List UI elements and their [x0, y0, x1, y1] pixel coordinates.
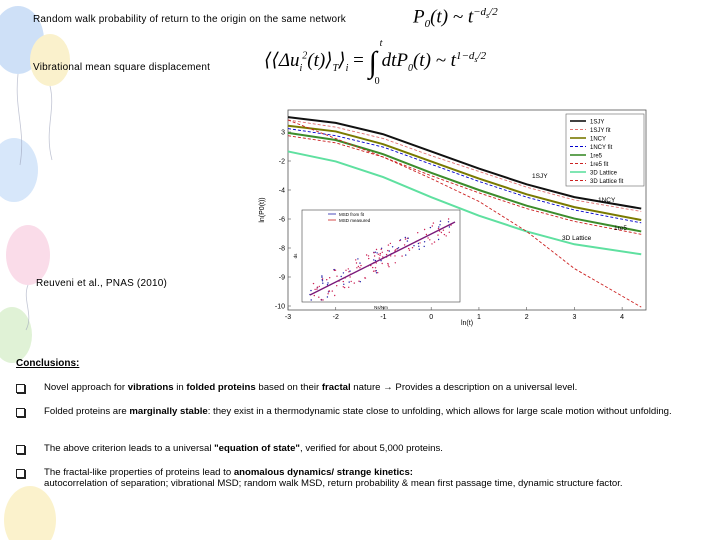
inset-point	[334, 295, 335, 296]
inset-point	[328, 290, 329, 291]
inset-point	[390, 243, 391, 244]
inset-point	[322, 299, 323, 300]
inset-point	[351, 281, 352, 282]
balloon-yellow	[30, 34, 70, 86]
inset-point	[364, 277, 365, 278]
inset-point	[336, 276, 337, 277]
legend-entry: 1SJY fit	[590, 127, 611, 134]
annotation-1ncy: 1NCY	[598, 197, 616, 204]
inset-point	[388, 266, 389, 267]
inset-point	[348, 268, 349, 269]
inset-point	[424, 246, 425, 247]
inset-point	[349, 276, 350, 277]
x-tick-label: 4	[620, 314, 625, 321]
body-text: Novel approach for	[44, 382, 128, 393]
y-tick-label: 3	[281, 129, 285, 137]
inset-point	[449, 232, 450, 233]
return-probability-label: Random walk probability of return to the origin on the same network	[33, 14, 346, 25]
emphasis-text: folded proteins	[186, 382, 256, 393]
inset-point	[314, 295, 315, 296]
inset-point	[388, 264, 389, 265]
inset-point	[396, 248, 397, 249]
inset-point	[357, 258, 358, 259]
emphasis-text: anomalous dynamics/ strange kinetics:	[233, 467, 413, 478]
inset-point	[318, 297, 319, 298]
inset-point	[356, 267, 357, 268]
inset-point	[408, 238, 409, 239]
inset-point	[310, 290, 311, 291]
inset-point	[409, 250, 410, 251]
inset-point	[379, 257, 380, 258]
inset-point	[408, 248, 409, 249]
balloon-green	[0, 307, 32, 363]
inset-point	[343, 284, 344, 285]
inset-point	[358, 266, 359, 267]
bullet-icon	[16, 408, 25, 417]
legend-entry: 1re5	[590, 153, 603, 160]
inset-point	[321, 277, 322, 278]
inset-x-label: Ns/Nm	[374, 305, 388, 310]
inset-point	[424, 229, 425, 230]
inset-point	[395, 262, 396, 263]
annotation-1re5: 1re5	[614, 225, 628, 232]
msd-equation: $⟨⟨\Delta u_i^2(t)⟩_T⟩_i$ = ∫ t 0 dtP$_0$(t) ~ $t^{1-d_s/2}$	[264, 38, 487, 87]
inset-point	[390, 255, 391, 256]
inset-point	[359, 262, 360, 263]
x-tick-label: -1	[380, 314, 387, 321]
inset-point	[438, 228, 439, 229]
balloon-yellow-2	[4, 486, 56, 540]
body-text: in	[173, 382, 187, 393]
inset-point	[439, 224, 440, 225]
inset-point	[440, 221, 441, 222]
inset-point	[443, 230, 444, 231]
inset-point	[317, 287, 318, 288]
inset-point	[359, 267, 360, 268]
inset-point	[399, 240, 400, 241]
citation: Reuveni et al., PNAS (2010)	[36, 278, 168, 289]
inset-point	[354, 282, 355, 283]
inset-point	[376, 249, 377, 250]
y-tick-label: -9	[278, 274, 285, 282]
inset-point	[322, 280, 323, 281]
inset-point	[407, 240, 408, 241]
inset-y-label: ds	[293, 253, 298, 259]
inset-point	[319, 286, 320, 287]
inset-point	[332, 290, 333, 291]
bullet-icon	[16, 469, 25, 478]
annotation-3d-lattice: 3D Lattice	[562, 235, 592, 242]
body-text: The fractal-like properties of proteins lead to	[44, 467, 234, 478]
y-tick-label: -6	[278, 216, 285, 224]
inset-point	[424, 241, 425, 242]
inset-point	[446, 235, 447, 236]
x-axis-label: ln(t)	[460, 320, 474, 327]
inset-point	[329, 277, 330, 278]
inset-point	[343, 281, 344, 282]
inset-point	[321, 299, 322, 300]
bullet-icon	[16, 445, 25, 454]
legend-entry: 1re5 fit	[590, 161, 609, 168]
x-tick-label: 2	[524, 314, 529, 321]
inset-point	[382, 252, 383, 253]
inset-point	[431, 243, 432, 244]
inset-point	[374, 255, 375, 256]
inset-point	[388, 244, 389, 245]
inset-point	[316, 288, 317, 289]
inset-point	[432, 225, 433, 226]
inset-point	[336, 285, 337, 286]
y-tick-label: -10	[274, 303, 285, 311]
x-tick-label: 0	[429, 314, 434, 321]
body-text: , verified for about 5,000 proteins.	[299, 443, 443, 454]
inset-point	[343, 286, 344, 287]
inset-point	[368, 255, 369, 256]
inset-point	[398, 247, 399, 248]
inset-point	[344, 287, 345, 288]
inset-point	[376, 252, 377, 253]
emphasis-text: "equation of state"	[214, 443, 300, 454]
conclusions-title: Conclusions:	[16, 358, 80, 369]
inset-point	[419, 242, 420, 243]
body-text: Folded proteins are	[44, 406, 130, 417]
inset-point	[387, 250, 388, 251]
inset-point	[334, 269, 335, 270]
inset-point	[448, 218, 449, 219]
inset-point	[375, 252, 376, 253]
inset-point	[358, 281, 359, 282]
body-text: : they exist in a thermodynamic state close to unfolding, which allows for large scale motion without unfolding.	[207, 406, 672, 417]
inset-point	[449, 226, 450, 227]
inset-point	[412, 247, 413, 248]
inset-point	[438, 239, 439, 240]
body-text: nature → Provides a description on a universal level.	[350, 382, 578, 393]
inset-point	[368, 258, 369, 259]
inset-point	[360, 281, 361, 282]
inset-point	[444, 234, 445, 235]
inset-point	[427, 237, 428, 238]
return-probability-equation: $P_0(t)$ ~ $t^{-d_s/2}$	[413, 6, 498, 31]
chart-legend	[566, 114, 644, 186]
legend-entry: 3D Lattice	[590, 170, 618, 177]
inset-point	[404, 244, 405, 245]
conclusion-item	[44, 382, 710, 393]
x-tick-label: -3	[284, 314, 292, 321]
inset-point	[380, 253, 381, 254]
inset-point	[413, 245, 414, 246]
inset-point	[349, 281, 350, 282]
y-tick-label: -4	[278, 187, 285, 195]
x-tick-label: -2	[332, 314, 339, 321]
inset-point	[389, 250, 390, 251]
inset-point	[366, 254, 367, 255]
inset-legend-measured: MSD measured	[339, 218, 371, 223]
conclusion-item	[44, 467, 710, 489]
legend-entry: 1NCY	[590, 136, 607, 143]
inset-point	[343, 272, 344, 273]
inset-point	[327, 296, 328, 297]
legend-entry: 3D Lattice fit	[590, 178, 624, 185]
inset-point	[417, 232, 418, 233]
inset-point	[405, 237, 406, 238]
inset-point	[394, 255, 395, 256]
inset-point	[405, 254, 406, 255]
inset-point	[429, 239, 430, 240]
emphasis-text: marginally stable	[129, 406, 208, 417]
conclusion-item	[44, 443, 710, 454]
inset-point	[327, 293, 328, 294]
inset-point	[327, 282, 328, 283]
inset-point	[438, 226, 439, 227]
inset-point	[373, 252, 374, 253]
inset-point	[430, 227, 431, 228]
inset-point	[382, 263, 383, 264]
body-text: autocorrelation of separation; vibrational MSD; random walk MSD, return probability & mean first passage time, dynamic structure factor.	[44, 478, 623, 489]
inset-point	[418, 243, 419, 244]
inset-point	[418, 246, 419, 247]
inset-point	[401, 255, 402, 256]
y-tick-label: -2	[278, 158, 285, 166]
bullet-icon	[16, 384, 25, 393]
inset-point	[405, 238, 406, 239]
inset-point	[426, 234, 427, 235]
inset-point	[392, 246, 393, 247]
inset-point	[376, 272, 377, 273]
inset-point	[360, 265, 361, 266]
inset-point	[419, 249, 420, 250]
inset-point	[311, 299, 312, 300]
emphasis-text: fractal	[321, 382, 351, 393]
x-tick-label: 1	[476, 314, 481, 321]
inset-legend-fit: MSD from fit	[339, 212, 365, 217]
inset-point	[375, 270, 376, 271]
body-text: The above criterion leads to a universal	[44, 443, 215, 454]
inset-point	[345, 270, 346, 271]
inset-point	[321, 275, 322, 276]
inset-point	[356, 262, 357, 263]
annotation-1sjy: 1SJY	[532, 173, 548, 180]
return-probability-chart	[250, 100, 650, 332]
inset-point	[326, 279, 327, 280]
inset-point	[381, 249, 382, 250]
legend-entry: 1NCY fit	[590, 144, 613, 151]
inset-point	[434, 241, 435, 242]
inset-point	[322, 283, 323, 284]
inset-point	[375, 267, 376, 268]
inset-point	[378, 254, 379, 255]
inset-point	[437, 234, 438, 235]
inset-point	[377, 272, 378, 273]
legend-entry: 1SJY	[590, 119, 605, 126]
inset-point	[341, 276, 342, 277]
inset-scatter	[293, 210, 460, 310]
msd-label: Vibrational mean square displacement	[33, 62, 211, 73]
conclusion-item	[44, 406, 710, 417]
inset-point	[322, 278, 323, 279]
inset-point	[379, 255, 380, 256]
inset-point	[433, 222, 434, 223]
inset-point	[373, 259, 374, 260]
body-text: based on their	[255, 382, 322, 393]
inset-point	[348, 287, 349, 288]
emphasis-text: vibrations	[127, 382, 174, 393]
x-tick-label: 3	[572, 314, 577, 321]
y-axis-label: ln(P0(t))	[259, 197, 266, 223]
inset-point	[372, 267, 373, 268]
inset-point	[355, 259, 356, 260]
inset-point	[386, 254, 387, 255]
balloon-blue-2	[0, 138, 38, 202]
balloon-pink	[6, 225, 50, 285]
inset-point	[313, 283, 314, 284]
y-tick-label: -8	[278, 245, 285, 253]
inset-point	[387, 263, 388, 264]
inset-point	[448, 221, 449, 222]
inset-point	[373, 271, 374, 272]
inset-point	[314, 289, 315, 290]
inset-point	[349, 270, 350, 271]
inset-point	[441, 232, 442, 233]
